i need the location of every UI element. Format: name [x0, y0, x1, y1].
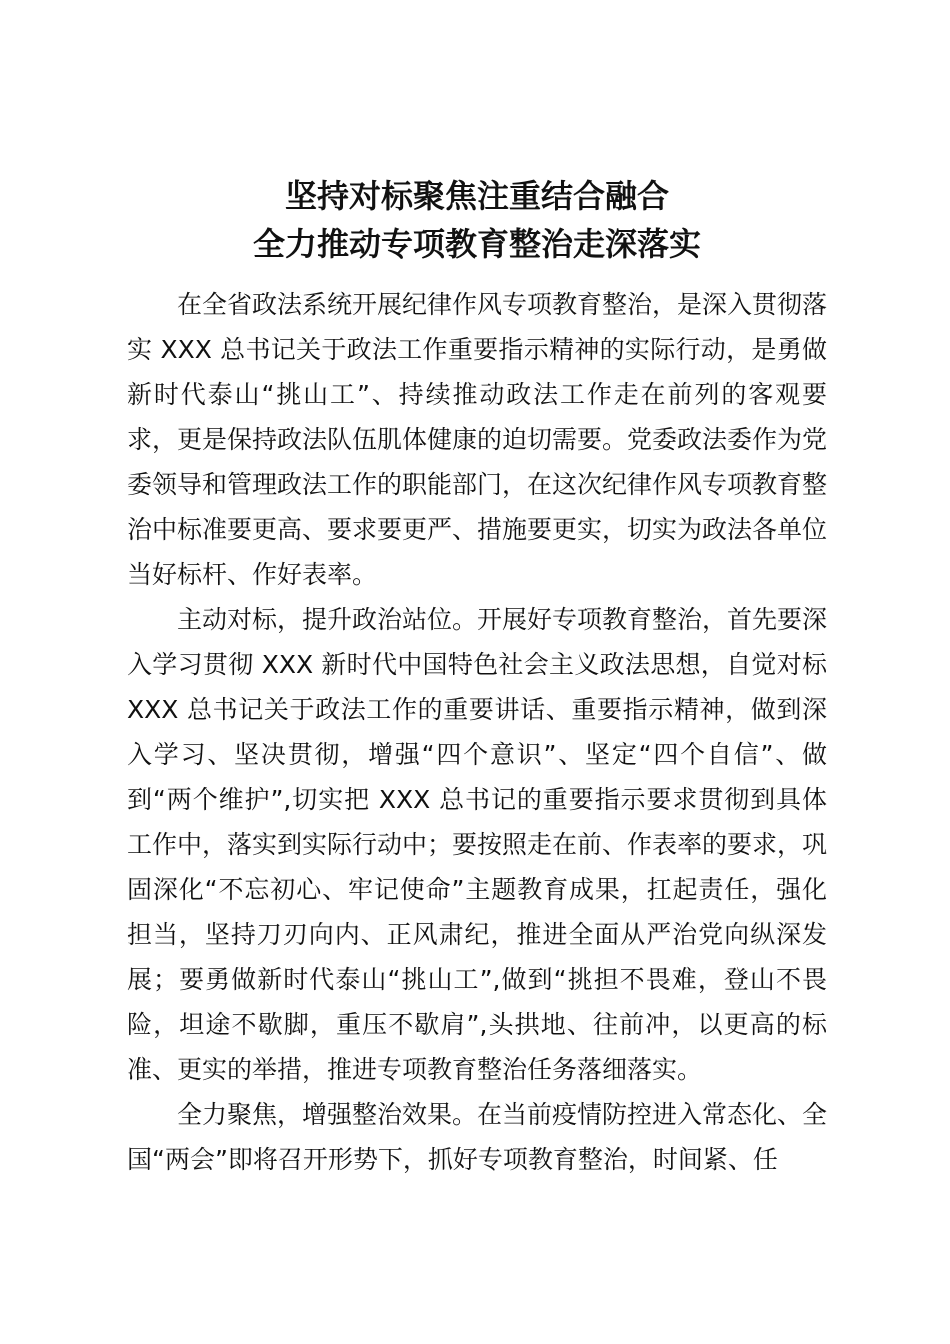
- paragraph-1: 在全省政法系统开展纪律作风专项教育整治，是深入贯彻落实 XXX 总书记关于政法工作重要指示精神的实际行动，是勇做新时代泰山“挑山工”、持续推动政法工作走在前列的客观要求，更是保持政法队伍肌体健康的迫切需要。党委政法委作为党委领导和管理政法工作的职能部门，在这次纪律作风专项教育整治中标准要更高、要求要更严、措施要更实，切实为政法各单位当好标杆、作好表率。: [127, 290, 828, 589]
- paragraph-3: 全力聚焦，增强整治效果。在当前疫情防控进入常态化、全国“两会”即将召开形势下，抓好专项教育整治，时间紧、任: [127, 1100, 828, 1174]
- title-line-2: 全力推动专项教育整治走深落实: [252, 225, 701, 263]
- document-title: [127, 172, 827, 268]
- title-line-1: 坚持对标聚焦注重结合融合: [284, 177, 669, 215]
- paragraph-2: 主动对标，提升政治站位。开展好专项教育整治，首先要深入学习贯彻 XXX 新时代中国特色社会主义政法思想，自觉对标 XXX 总书记关于政法工作的重要讲话、重要指示精神，做到深入学习、坚决贯彻，增强“四个意识”、坚定“四个自信”、做到“两个维护”,切实把 XXX 总书记的重要指示要求贯彻到具体工作中，落实到实际行动中；要按照走在前、作表率的要求，巩固深化“不忘初心、牢记使命”主题教育成果，扛起责任，强化担当，坚持刀刃向内、正风肃纪，推进全面从严治党向纵深发展；要勇做新时代泰山“挑山工”,做到“挑担不畏难，登山不畏险，坦途不歇脚，重压不歇肩”,头拱地、往前冲，以更高的标准、更实的举措，推进专项教育整治任务落细落实。: [127, 605, 828, 1084]
- document-body: [127, 282, 827, 1182]
